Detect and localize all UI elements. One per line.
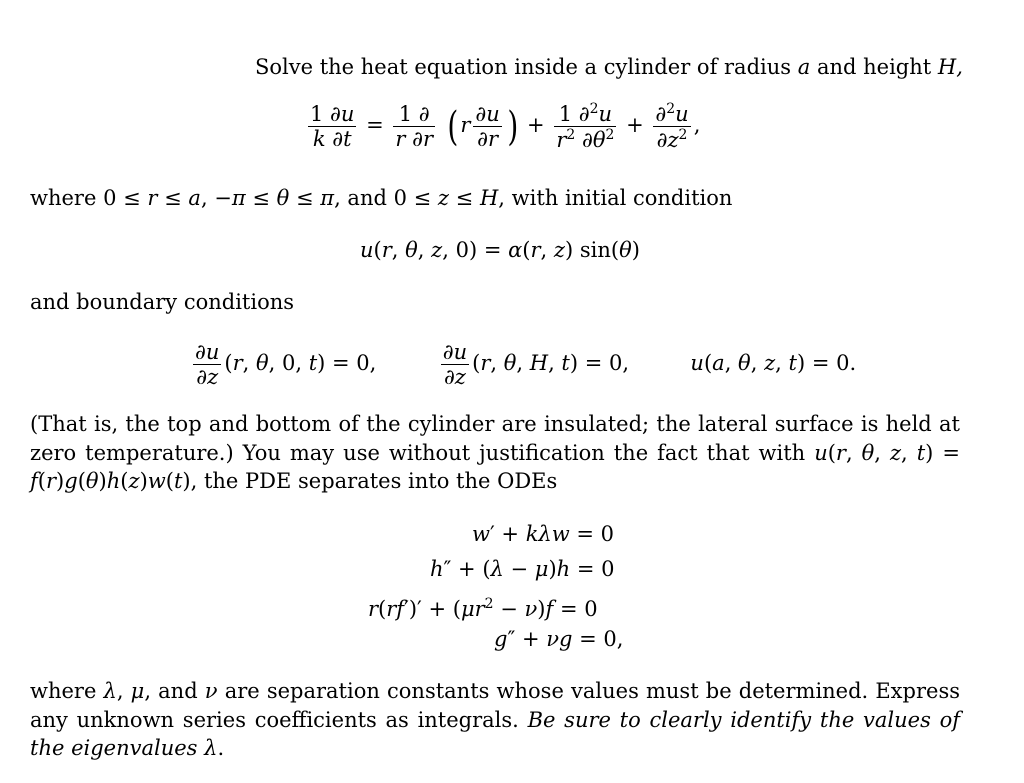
boundary-conditions: $\frac{\partial u}{\partial z}$ (r, θ, 0, t) = 0, $\frac{\partial u}{\partial z}$ (r, θ, H, t) = 0, u(a, θ, z, t) = 0.	[195, 339, 857, 389]
height-symbol: H,	[937, 55, 963, 79]
ode-1: w′ + kλw = 0	[472, 522, 615, 546]
intro-text: Solve the heat equation inside a cylinder of radius	[255, 55, 792, 79]
initial-condition: u(r, θ, z, 0) = α(r, z) sin(θ)	[360, 238, 640, 262]
radius-symbol: a	[797, 55, 811, 79]
domain-line: where 0 ≤ r ≤ a, −π ≤ θ ≤ π, and 0 ≤ z ≤ H, with initial condition	[30, 186, 733, 210]
boundary-label: and boundary conditions	[30, 290, 295, 314]
ode-3: $r(rf')' + (\mu r^2 - \nu)f = 0$	[368, 596, 598, 621]
final-paragraph: where λ, μ, and ν are separation constants whose values must be determined. Express any unknown series coefficients as integrals. Be sure to clearly identify the values of the eigenvalues λ.	[30, 679, 960, 760]
intro-and-height: and height	[816, 55, 932, 79]
ode-2: h″ + (λ − μ)h = 0	[430, 557, 615, 581]
intro-line	[255, 54, 963, 80]
ode-4: g″ + νg = 0,	[494, 627, 624, 651]
heat-equation: $\frac{1 \partial u}{k \partial t}$ = $\frac{1 \partial}{r \partial r}$ ( r $\frac{\partial u}{\partial r}$ ) + $\frac{1 \partial^2u}{r^2 \partial\theta^2}$ + $\frac{\partial^2u}{\partial z^2}$ ,	[310, 100, 701, 152]
explanation-paragraph: (That is, the top and bottom of the cylinder are insulated; the lateral surface is held at zero temperature.) You may use without justification the fact that with u(r, θ, z, t) = f(r)g(θ)h(z)w(t), the PDE separates into the ODEs	[30, 412, 960, 493]
